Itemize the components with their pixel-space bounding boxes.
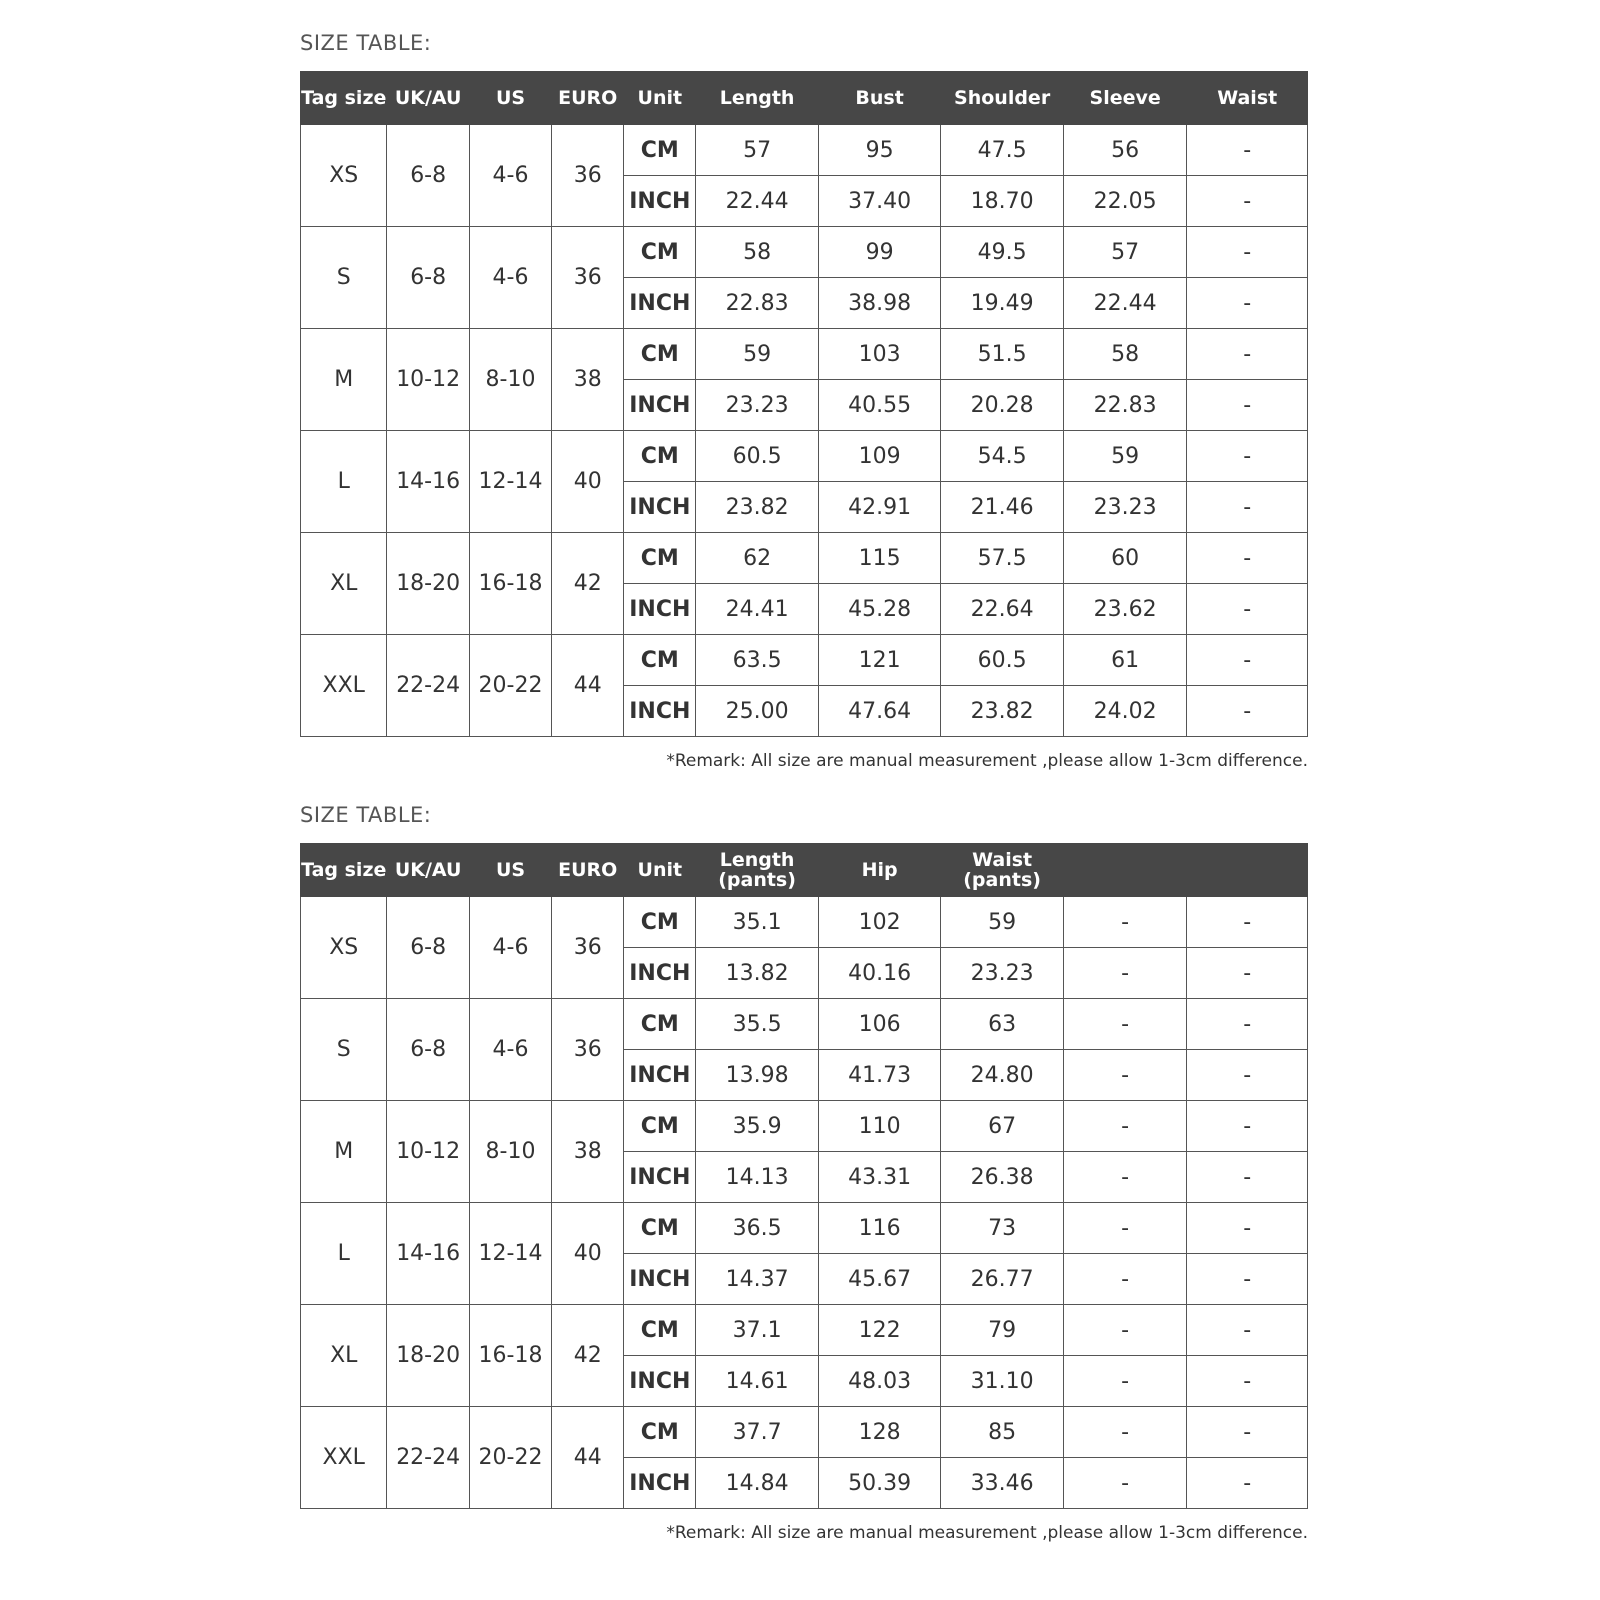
euro-size-cell: 42 xyxy=(552,1305,624,1407)
measurement-cell: - xyxy=(1187,1152,1308,1203)
measurement-cell: 24.80 xyxy=(941,1050,1064,1101)
us-size-cell: 8-10 xyxy=(469,329,551,431)
measurement-cell: 45.28 xyxy=(818,584,941,635)
measurement-cell: 79 xyxy=(941,1305,1064,1356)
table-body xyxy=(301,125,1308,737)
us-size-cell: 12-14 xyxy=(469,1203,551,1305)
measurement-cell: 20.28 xyxy=(941,380,1064,431)
euro-size-cell: 40 xyxy=(552,431,624,533)
measurement-cell: 116 xyxy=(818,1203,941,1254)
measurement-cell: 31.10 xyxy=(941,1356,1064,1407)
measurement-cell: 33.46 xyxy=(941,1458,1064,1509)
column-header: EURO xyxy=(552,72,624,125)
measurement-cell: 50.39 xyxy=(818,1458,941,1509)
unit-cell: CM xyxy=(624,329,696,380)
measurement-cell: - xyxy=(1187,533,1308,584)
measurement-cell: 59 xyxy=(696,329,819,380)
measurement-cell: - xyxy=(1187,897,1308,948)
tag-size-cell: XL xyxy=(301,533,387,635)
table-header-row xyxy=(301,844,1308,897)
measurement-cell: 59 xyxy=(941,897,1064,948)
measurement-cell: 47.5 xyxy=(941,125,1064,176)
measurement-cell: - xyxy=(1063,1203,1187,1254)
uk-au-cell: 6-8 xyxy=(387,999,469,1101)
us-size-cell: 16-18 xyxy=(469,533,551,635)
measurement-cell: 73 xyxy=(941,1203,1064,1254)
unit-cell: INCH xyxy=(624,1050,696,1101)
column-header: Tag size xyxy=(301,72,387,125)
measurement-cell: - xyxy=(1187,1356,1308,1407)
unit-cell: CM xyxy=(624,897,696,948)
euro-size-cell: 38 xyxy=(552,329,624,431)
unit-cell: CM xyxy=(624,431,696,482)
measurement-cell: - xyxy=(1187,176,1308,227)
column-header xyxy=(1187,844,1308,897)
measurement-cell: 102 xyxy=(818,897,941,948)
measurement-cell: - xyxy=(1063,1050,1187,1101)
tag-size-cell: XS xyxy=(301,897,387,999)
measurement-cell: 37.1 xyxy=(696,1305,819,1356)
measurement-cell: 57.5 xyxy=(941,533,1064,584)
remark-note: *Remark: All size are manual measurement ,please allow 1-3cm difference. xyxy=(666,1523,1308,1543)
measurement-cell: - xyxy=(1187,278,1308,329)
measurement-cell: - xyxy=(1187,125,1308,176)
table-row xyxy=(301,431,1308,482)
measurement-cell: 43.31 xyxy=(818,1152,941,1203)
measurement-cell: - xyxy=(1187,999,1308,1050)
measurement-cell: 22.44 xyxy=(696,176,819,227)
unit-cell: INCH xyxy=(624,278,696,329)
column-header: Waist xyxy=(1187,72,1308,125)
measurement-cell: 25.00 xyxy=(696,686,819,737)
measurement-cell: - xyxy=(1063,948,1187,999)
table-row xyxy=(301,227,1308,278)
measurement-cell: 99 xyxy=(818,227,941,278)
measurement-cell: 45.67 xyxy=(818,1254,941,1305)
unit-cell: INCH xyxy=(624,686,696,737)
unit-cell: CM xyxy=(624,635,696,686)
unit-cell: CM xyxy=(624,1101,696,1152)
tag-size-cell: M xyxy=(301,329,387,431)
tag-size-cell: XL xyxy=(301,1305,387,1407)
unit-cell: INCH xyxy=(624,584,696,635)
table-row xyxy=(301,329,1308,380)
us-size-cell: 4-6 xyxy=(469,227,551,329)
measurement-cell: 51.5 xyxy=(941,329,1064,380)
measurement-cell: 60.5 xyxy=(696,431,819,482)
column-header: EURO xyxy=(552,844,624,897)
measurement-cell: - xyxy=(1063,1101,1187,1152)
measurement-cell: 54.5 xyxy=(941,431,1064,482)
measurement-cell: - xyxy=(1187,329,1308,380)
measurement-cell: 37.40 xyxy=(818,176,941,227)
tag-size-cell: XS xyxy=(301,125,387,227)
measurement-cell: 61 xyxy=(1063,635,1187,686)
measurement-cell: 23.62 xyxy=(1063,584,1187,635)
measurement-cell: - xyxy=(1063,1458,1187,1509)
measurement-cell: 58 xyxy=(1063,329,1187,380)
unit-cell: INCH xyxy=(624,1458,696,1509)
column-header: US xyxy=(469,844,551,897)
measurement-cell: - xyxy=(1187,1254,1308,1305)
column-header: Length xyxy=(696,72,819,125)
column-header: Hip xyxy=(818,844,941,897)
uk-au-cell: 10-12 xyxy=(387,329,469,431)
measurement-cell: 103 xyxy=(818,329,941,380)
us-size-cell: 16-18 xyxy=(469,1305,551,1407)
measurement-cell: 22.44 xyxy=(1063,278,1187,329)
unit-cell: INCH xyxy=(624,380,696,431)
measurement-cell: 41.73 xyxy=(818,1050,941,1101)
measurement-cell: 49.5 xyxy=(941,227,1064,278)
column-header: Bust xyxy=(818,72,941,125)
us-size-cell: 4-6 xyxy=(469,897,551,999)
unit-cell: CM xyxy=(624,227,696,278)
unit-cell: CM xyxy=(624,533,696,584)
measurement-cell: - xyxy=(1187,482,1308,533)
measurement-cell: - xyxy=(1187,635,1308,686)
measurement-cell: 36.5 xyxy=(696,1203,819,1254)
measurement-cell: 122 xyxy=(818,1305,941,1356)
column-header: Tag size xyxy=(301,844,387,897)
table-row xyxy=(301,1407,1308,1458)
measurement-cell: 57 xyxy=(696,125,819,176)
uk-au-cell: 14-16 xyxy=(387,431,469,533)
measurement-cell: 23.23 xyxy=(696,380,819,431)
unit-cell: CM xyxy=(624,1407,696,1458)
euro-size-cell: 36 xyxy=(552,227,624,329)
measurement-cell: 48.03 xyxy=(818,1356,941,1407)
unit-cell: CM xyxy=(624,999,696,1050)
uk-au-cell: 18-20 xyxy=(387,533,469,635)
table-row xyxy=(301,533,1308,584)
column-header: Unit xyxy=(624,844,696,897)
column-header: UK/AU xyxy=(387,844,469,897)
measurement-cell: - xyxy=(1187,380,1308,431)
measurement-cell: 14.13 xyxy=(696,1152,819,1203)
us-size-cell: 8-10 xyxy=(469,1101,551,1203)
size-table-title: SIZE TABLE: xyxy=(300,31,432,55)
remark-note: *Remark: All size are manual measurement ,please allow 1-3cm difference. xyxy=(666,751,1308,771)
column-header xyxy=(1063,844,1187,897)
size-table-block-pants xyxy=(300,800,1310,1543)
size-table-block-tops xyxy=(300,28,1310,771)
table-row xyxy=(301,999,1308,1050)
measurement-cell: 24.02 xyxy=(1063,686,1187,737)
measurement-cell: 60 xyxy=(1063,533,1187,584)
unit-cell: CM xyxy=(624,125,696,176)
measurement-cell: 14.61 xyxy=(696,1356,819,1407)
measurement-cell: 35.1 xyxy=(696,897,819,948)
measurement-cell: 110 xyxy=(818,1101,941,1152)
measurement-cell: 57 xyxy=(1063,227,1187,278)
measurement-cell: 35.5 xyxy=(696,999,819,1050)
measurement-cell: 14.84 xyxy=(696,1458,819,1509)
us-size-cell: 4-6 xyxy=(469,999,551,1101)
column-header: Shoulder xyxy=(941,72,1064,125)
euro-size-cell: 36 xyxy=(552,999,624,1101)
measurement-cell: - xyxy=(1187,948,1308,999)
measurement-cell: - xyxy=(1187,1458,1308,1509)
measurement-cell: 128 xyxy=(818,1407,941,1458)
unit-cell: INCH xyxy=(624,948,696,999)
measurement-cell: 13.82 xyxy=(696,948,819,999)
measurement-cell: - xyxy=(1187,686,1308,737)
uk-au-cell: 14-16 xyxy=(387,1203,469,1305)
euro-size-cell: 36 xyxy=(552,897,624,999)
euro-size-cell: 40 xyxy=(552,1203,624,1305)
measurement-cell: - xyxy=(1187,431,1308,482)
measurement-cell: 47.64 xyxy=(818,686,941,737)
table-row xyxy=(301,635,1308,686)
us-size-cell: 20-22 xyxy=(469,635,551,737)
measurement-cell: 21.46 xyxy=(941,482,1064,533)
table-row xyxy=(301,1203,1308,1254)
measurement-cell: 26.38 xyxy=(941,1152,1064,1203)
measurement-cell: 40.55 xyxy=(818,380,941,431)
column-header: UK/AU xyxy=(387,72,469,125)
unit-cell: INCH xyxy=(624,1152,696,1203)
unit-cell: INCH xyxy=(624,1254,696,1305)
tag-size-cell: L xyxy=(301,1203,387,1305)
size-table xyxy=(300,71,1308,737)
tag-size-cell: XXL xyxy=(301,1407,387,1509)
measurement-cell: 14.37 xyxy=(696,1254,819,1305)
tag-size-cell: S xyxy=(301,999,387,1101)
measurement-cell: 22.83 xyxy=(696,278,819,329)
measurement-cell: 18.70 xyxy=(941,176,1064,227)
column-header: US xyxy=(469,72,551,125)
measurement-cell: 22.05 xyxy=(1063,176,1187,227)
measurement-cell: - xyxy=(1063,999,1187,1050)
measurement-cell: - xyxy=(1187,1203,1308,1254)
table-row xyxy=(301,897,1308,948)
uk-au-cell: 22-24 xyxy=(387,635,469,737)
unit-cell: INCH xyxy=(624,176,696,227)
measurement-cell: 56 xyxy=(1063,125,1187,176)
measurement-cell: 95 xyxy=(818,125,941,176)
measurement-cell: 38.98 xyxy=(818,278,941,329)
measurement-cell: 62 xyxy=(696,533,819,584)
measurement-cell: 106 xyxy=(818,999,941,1050)
measurement-cell: 115 xyxy=(818,533,941,584)
measurement-cell: 22.64 xyxy=(941,584,1064,635)
uk-au-cell: 6-8 xyxy=(387,125,469,227)
measurement-cell: 58 xyxy=(696,227,819,278)
measurement-cell: - xyxy=(1187,1407,1308,1458)
euro-size-cell: 44 xyxy=(552,1407,624,1509)
measurement-cell: 24.41 xyxy=(696,584,819,635)
column-header: Sleeve xyxy=(1063,72,1187,125)
measurement-cell: 23.23 xyxy=(1063,482,1187,533)
measurement-cell: - xyxy=(1063,1152,1187,1203)
measurement-cell: 42.91 xyxy=(818,482,941,533)
measurement-cell: - xyxy=(1063,1305,1187,1356)
measurement-cell: 40.16 xyxy=(818,948,941,999)
uk-au-cell: 22-24 xyxy=(387,1407,469,1509)
uk-au-cell: 18-20 xyxy=(387,1305,469,1407)
euro-size-cell: 38 xyxy=(552,1101,624,1203)
measurement-cell: 59 xyxy=(1063,431,1187,482)
measurement-cell: 35.9 xyxy=(696,1101,819,1152)
unit-cell: INCH xyxy=(624,482,696,533)
measurement-cell: 63 xyxy=(941,999,1064,1050)
column-header: Waist (pants) xyxy=(941,844,1064,897)
size-table-title: SIZE TABLE: xyxy=(300,803,432,827)
us-size-cell: 12-14 xyxy=(469,431,551,533)
tag-size-cell: M xyxy=(301,1101,387,1203)
column-header: Unit xyxy=(624,72,696,125)
measurement-cell: - xyxy=(1187,1101,1308,1152)
unit-cell: INCH xyxy=(624,1356,696,1407)
tag-size-cell: L xyxy=(301,431,387,533)
uk-au-cell: 6-8 xyxy=(387,897,469,999)
measurement-cell: - xyxy=(1187,584,1308,635)
measurement-cell: - xyxy=(1187,1050,1308,1101)
measurement-cell: 67 xyxy=(941,1101,1064,1152)
measurement-cell: 23.23 xyxy=(941,948,1064,999)
measurement-cell: - xyxy=(1063,1356,1187,1407)
uk-au-cell: 6-8 xyxy=(387,227,469,329)
euro-size-cell: 44 xyxy=(552,635,624,737)
unit-cell: CM xyxy=(624,1305,696,1356)
measurement-cell: - xyxy=(1063,1407,1187,1458)
measurement-cell: 63.5 xyxy=(696,635,819,686)
measurement-cell: 37.7 xyxy=(696,1407,819,1458)
measurement-cell: - xyxy=(1063,897,1187,948)
measurement-cell: 85 xyxy=(941,1407,1064,1458)
table-row xyxy=(301,125,1308,176)
column-header: Length (pants) xyxy=(696,844,819,897)
measurement-cell: 22.83 xyxy=(1063,380,1187,431)
tag-size-cell: XXL xyxy=(301,635,387,737)
euro-size-cell: 36 xyxy=(552,125,624,227)
unit-cell: CM xyxy=(624,1203,696,1254)
measurement-cell: - xyxy=(1063,1254,1187,1305)
euro-size-cell: 42 xyxy=(552,533,624,635)
measurement-cell: - xyxy=(1187,227,1308,278)
measurement-cell: 13.98 xyxy=(696,1050,819,1101)
measurement-cell: - xyxy=(1187,1305,1308,1356)
measurement-cell: 23.82 xyxy=(696,482,819,533)
measurement-cell: 23.82 xyxy=(941,686,1064,737)
table-row xyxy=(301,1101,1308,1152)
table-row xyxy=(301,1305,1308,1356)
table-body xyxy=(301,897,1308,1509)
size-table xyxy=(300,843,1308,1509)
us-size-cell: 4-6 xyxy=(469,125,551,227)
us-size-cell: 20-22 xyxy=(469,1407,551,1509)
uk-au-cell: 10-12 xyxy=(387,1101,469,1203)
table-header-row xyxy=(301,72,1308,125)
measurement-cell: 26.77 xyxy=(941,1254,1064,1305)
measurement-cell: 19.49 xyxy=(941,278,1064,329)
measurement-cell: 60.5 xyxy=(941,635,1064,686)
measurement-cell: 109 xyxy=(818,431,941,482)
measurement-cell: 121 xyxy=(818,635,941,686)
tag-size-cell: S xyxy=(301,227,387,329)
